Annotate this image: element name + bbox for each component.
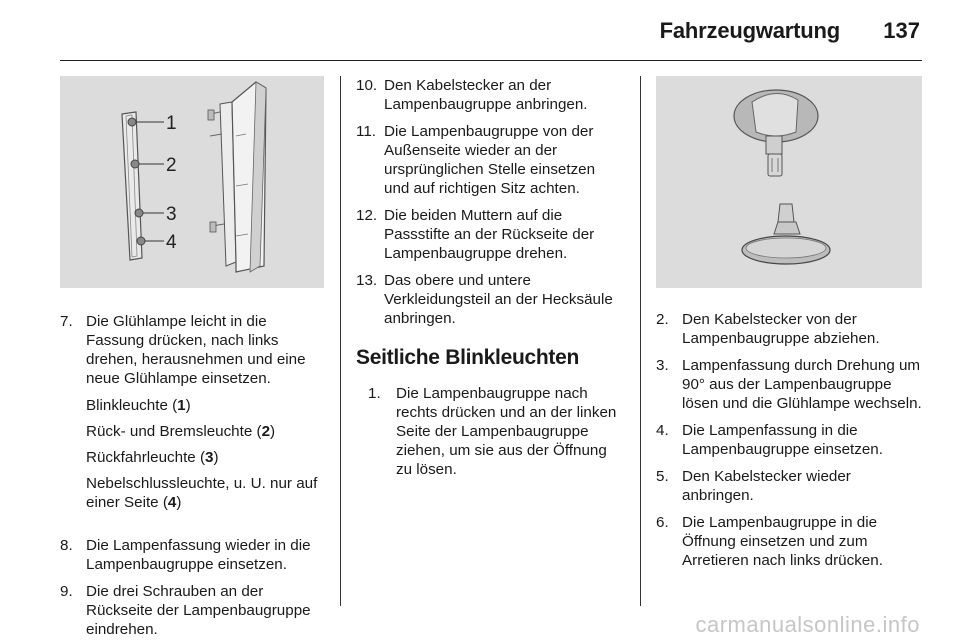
list-item: 6. Die Lampenbaugruppe in die Öffnung einsetzen und zum Arretieren nach links drücken. [656,514,883,569]
header-divider [60,60,922,61]
callout-3: 3 [166,204,177,225]
list-item: 8. Die Lampenfassung wieder in die Lampenbaugruppe einsetzen. [60,537,311,573]
tail-light-figure [60,76,324,288]
list-item: 11. Die Lampenbaugruppe von der Außenseite wieder an der ursprünglichen Stelle einsetzen und auf richtigen Sitz achten. [356,123,596,197]
steps-list-section [356,384,624,479]
callout-1: 1 [166,113,177,134]
column-divider-1 [340,76,341,606]
list-item: 2. Den Kabelstecker von der Lampenbaugruppe abziehen. [656,311,880,347]
list-item: 3. Lampenfassung durch Drehung um 90° aus der Lampenbaugruppe lösen und die Glühlampe wechseln. [656,357,922,412]
sub-item-blinkleuchte: Blinkleuchte (1) [86,397,191,414]
page-title: Fahrzeugwartung [659,18,840,43]
steps-list-col2 [356,76,624,328]
page-header [0,0,960,62]
sub-item-rueckfahrleuchte: Rückfahrleuchte (3) [86,449,219,466]
callout-4: 4 [166,232,177,253]
side-indicator-figure [656,76,922,288]
side-indicator-illustration [656,76,922,288]
watermark: carmanualsonline.info [695,612,920,637]
list-item: 4. Die Lampenfassung in die Lampenbaugruppe einsetzen. [656,422,883,458]
list-item: 9. Die drei Schrauben an der Rückseite der Lampenbaugruppe eindrehen. [60,583,311,638]
steps-list-col1 [60,312,324,388]
page-number: 137 [883,18,920,43]
list-item: 7. Die Glühlampe leicht in die Fassung drücken, nach links drehen, herausnehmen und eine neue Glühlampe einsetzen. [60,313,306,387]
sub-item-nebelschlussleuchte: Nebelschlussleuchte, u. U. nur auf einer Seite (4) [86,475,318,511]
list-item: 12. Die beiden Muttern auf die Passstifte an der Rückseite der Lampenbaugruppe drehen. [356,207,595,262]
column-2 [356,76,624,487]
steps-list-col3 [656,310,922,570]
tail-light-illustration [60,76,324,288]
steps-list-col1-after [60,536,324,639]
column-3 [656,76,922,578]
list-item: 13. Das obere und untere Verkleidungsteil an der Hecksäule anbringen. [356,272,613,327]
list-item: 1. Die Lampenbaugruppe nach rechts drücken und an der linken Seite der Lampenbaugruppe ziehen, um sie aus der Öffnung zu lösen. [368,385,617,478]
list-item: 10. Den Kabelstecker an der Lampenbaugruppe anbringen. [356,77,588,113]
column-divider-2 [640,76,641,606]
list-item: 5. Den Kabelstecker wieder anbringen. [656,468,851,504]
section-heading: Seitliche Blinkleuchten [356,346,579,369]
callout-2: 2 [166,155,177,176]
column-1 [60,76,324,642]
sub-item-bremsleuchte: Rück- und Bremsleuchte (2) [86,423,276,440]
